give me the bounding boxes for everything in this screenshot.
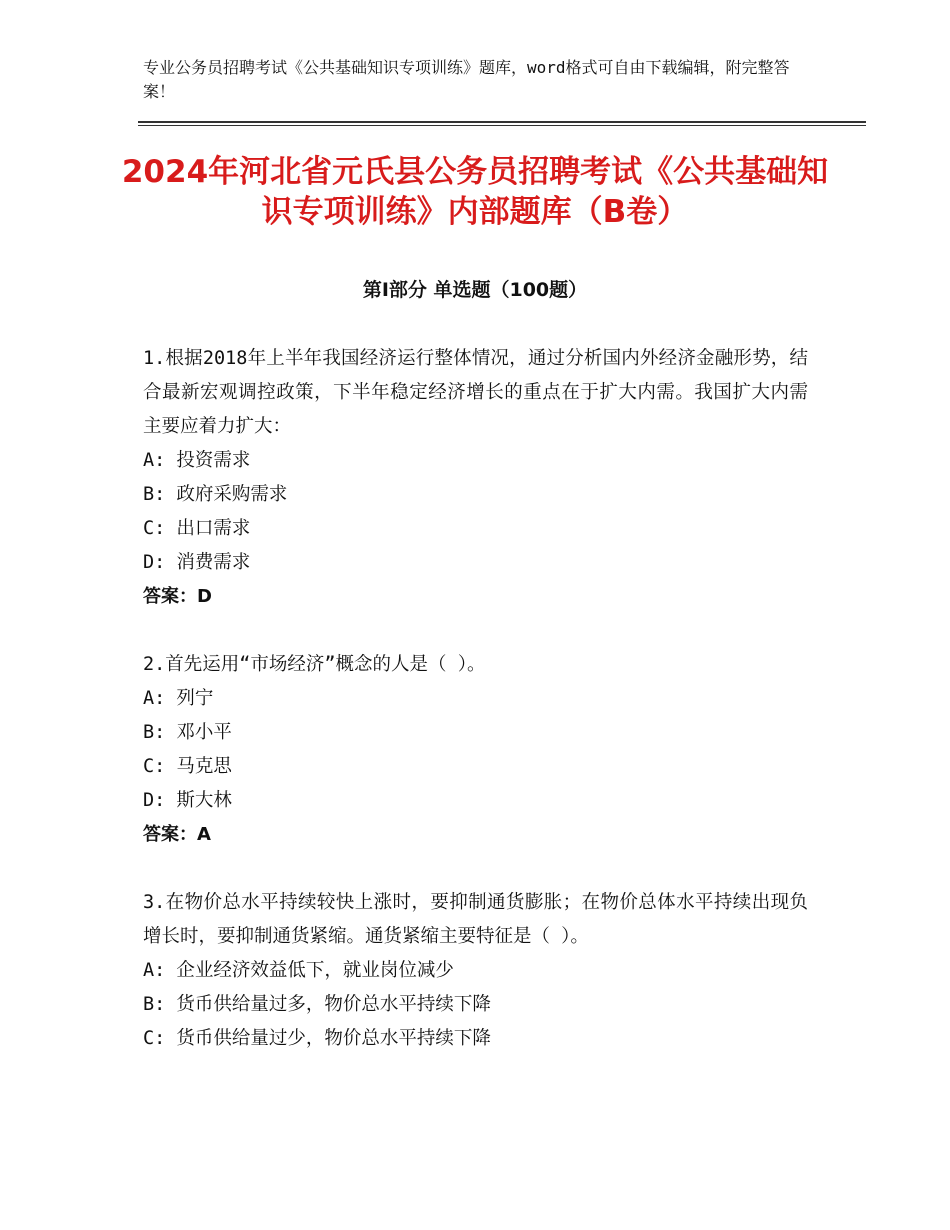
option-a: A: 列宁 (143, 688, 214, 709)
header-note: 专业公务员招聘考试《公共基础知识专项训练》题库，word格式可自由下载编辑，附完整答案！ (143, 58, 790, 101)
option-d: D: 斯大林 (143, 790, 232, 811)
section-title: 第Ⅰ部分 单选题（100题） (362, 279, 588, 301)
option-b: B: 邓小平 (143, 722, 232, 743)
question-3 (143, 886, 808, 1056)
option-c: C: 马克思 (143, 756, 232, 777)
question-2 (143, 648, 808, 852)
answer-line: 答案：A (143, 824, 211, 845)
option-b: B: 政府采购需求 (143, 484, 288, 505)
option-b: B: 货币供给量过多，物价总水平持续下降 (143, 994, 491, 1015)
answer-line: 答案：D (143, 586, 212, 607)
header-rule-thin (138, 125, 866, 126)
document-title: 2024年河北省元氏县公务员招聘考试《公共基础知识专项训练》内部题库（B卷） (121, 154, 829, 230)
question-1 (143, 342, 808, 614)
question-stem: 2.首先运用“市场经济”概念的人是（ ）。 (143, 654, 486, 675)
question-list (143, 342, 808, 1090)
option-c: C: 出口需求 (143, 518, 251, 539)
option-a: A: 投资需求 (143, 450, 251, 471)
option-a: A: 企业经济效益低下，就业岗位减少 (143, 960, 454, 981)
option-d: D: 消费需求 (143, 552, 251, 573)
header-rule-thick (138, 121, 866, 123)
question-stem: 1.根据2018年上半年我国经济运行整体情况，通过分析国内外经济金融形势，结合最新宏观调控政策，下半年稳定经济增长的重点在于扩大内需。我国扩大内需主要应着力扩大： (143, 348, 808, 437)
option-c: C: 货币供给量过少，物价总水平持续下降 (143, 1028, 491, 1049)
question-stem: 3.在物价总水平持续较快上涨时，要抑制通货膨胀；在物价总体水平持续出现负增长时，要抑制通货紧缩。通货紧缩主要特征是（ ）。 (143, 892, 808, 947)
